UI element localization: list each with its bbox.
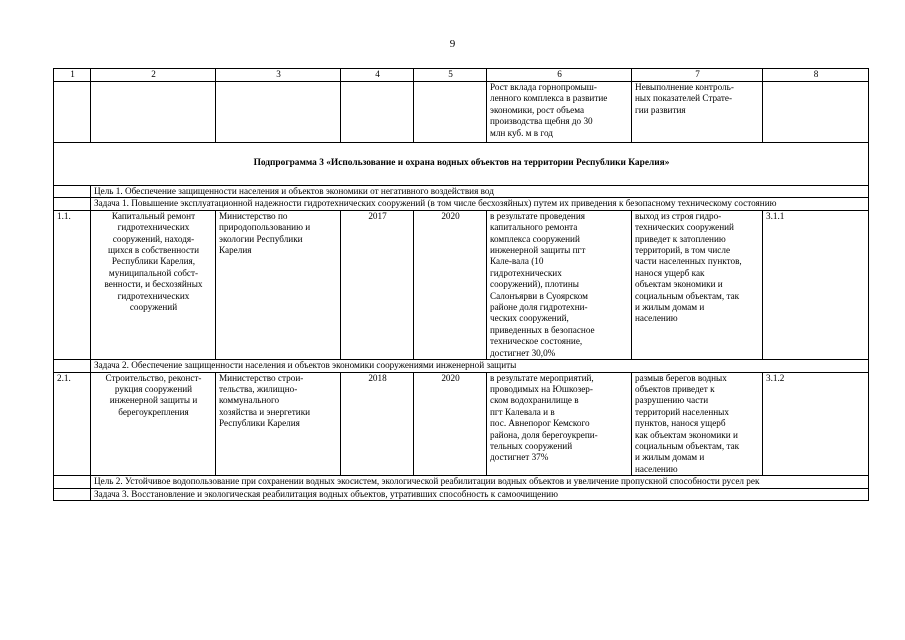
goal-row — [54, 476, 869, 488]
result-cell: в результате мероприятий, проводимых на Юшкозер- ском водохранилище в пгт Калевала и в пос. Авнепорог Кемского района, доля берегоукрепи- тельных сооружений достигнет 37% — [487, 372, 632, 476]
task-row — [54, 488, 869, 500]
header-cell: 2 — [91, 69, 216, 82]
header-cell: 1 — [54, 69, 91, 82]
empty-cell — [54, 186, 91, 198]
goal-row — [54, 186, 869, 198]
measures-table — [53, 68, 869, 501]
header-cell: 7 — [632, 69, 763, 82]
header-cell: 8 — [763, 69, 869, 82]
result-cell: в результате проведения капитального ремонта комплекса сооружений инженерной защиты пгт Кале-вала (10 гидротехнических сооружений), плотины Салонъярви в Суоярском районе доля гидротехни- ческих сооружений, приведенных в безопасное техническое состояние, достигнет 30,0% — [487, 210, 632, 359]
header-cell: 3 — [216, 69, 341, 82]
task-1: Задача 1. Повышение эксплуатационной надежности гидротехнических сооружений (в том числе бесхозяйных) путем их приведения к безопасному техническому состоянию — [91, 198, 869, 210]
goal-2: Цель 2. Устойчивое водопользование при сохранении водных экосистем, экологической реабилитации водных объектов и увеличение пропускной способности русел рек — [91, 476, 869, 488]
table-row — [54, 82, 869, 143]
subprogram-row — [54, 143, 869, 186]
task-row — [54, 198, 869, 210]
executor: Министерство строи- тельства, жилищно- коммунального хозяйства и энергетики Республики Карелия — [216, 372, 341, 476]
header-cell: 6 — [487, 69, 632, 82]
task-row — [54, 360, 869, 372]
start-year: 2018 — [341, 372, 414, 476]
task-3: Задача 3. Восстановление и экологическая реабилитация водных объектов, утративших способность к самоочищению — [91, 488, 869, 500]
measure-name: Капитальный ремонт гидротехнических сооружений, находя- щихся в собственности Республики Карелия, муниципальной собст- венности, и бесхозяйных гидротехнических сооружений — [91, 210, 216, 359]
indicator-link: 3.1.1 — [763, 210, 869, 359]
header-cell: 4 — [341, 69, 414, 82]
row-number: 2.1. — [54, 372, 91, 476]
consequence-cell: Невыполнение контроль- ных показателей Страте- гии развития — [632, 82, 763, 143]
empty-cell — [414, 82, 487, 143]
empty-cell — [216, 82, 341, 143]
empty-cell — [54, 488, 91, 500]
table-header-row — [54, 69, 869, 82]
end-year: 2020 — [414, 210, 487, 359]
table-row — [54, 210, 869, 359]
empty-cell — [54, 360, 91, 372]
goal-1: Цель 1. Обеспечение защищенности населения и объектов экономики от негативного воздействия вод — [91, 186, 869, 198]
table-row — [54, 372, 869, 476]
empty-cell — [54, 198, 91, 210]
consequence-cell: размыв берегов водных объектов приведет к разрушению части территорий населенных пунктов, нанося ущерб как объектам экономики и социальным объектам, так и жилым домам и населению — [632, 372, 763, 476]
end-year: 2020 — [414, 372, 487, 476]
measure-name: Строительство, реконст- рукция сооружений инженерной защиты и берегоукрепления — [91, 372, 216, 476]
empty-cell — [763, 82, 869, 143]
empty-cell — [91, 82, 216, 143]
task-2: Задача 2. Обеспечение защищенности населения и объектов экономики сооружениями инженерной защиты — [91, 360, 869, 372]
row-number: 1.1. — [54, 210, 91, 359]
header-cell: 5 — [414, 69, 487, 82]
result-cell: Рост вклада горнопромыш- ленного комплекса в развитие экономики, рост объема производства щебня до 30 млн куб. м в год — [487, 82, 632, 143]
page-number: 9 — [449, 38, 456, 50]
consequence-cell: выход из строя гидро- технических сооружений приведет к затоплению территорий, в том числе части населенных пунктов, нанося ущерб как объектам экономики и социальным объектам, так и жилым домам и населению — [632, 210, 763, 359]
empty-cell — [54, 82, 91, 143]
indicator-link: 3.1.2 — [763, 372, 869, 476]
start-year: 2017 — [341, 210, 414, 359]
empty-cell — [54, 476, 91, 488]
empty-cell — [341, 82, 414, 143]
subprogram-title: Подпрограмма 3 «Использование и охрана водных объектов на территории Республики Карелия» — [54, 143, 869, 186]
executor: Министерство по природопользованию и экологии Республики Карелия — [216, 210, 341, 359]
